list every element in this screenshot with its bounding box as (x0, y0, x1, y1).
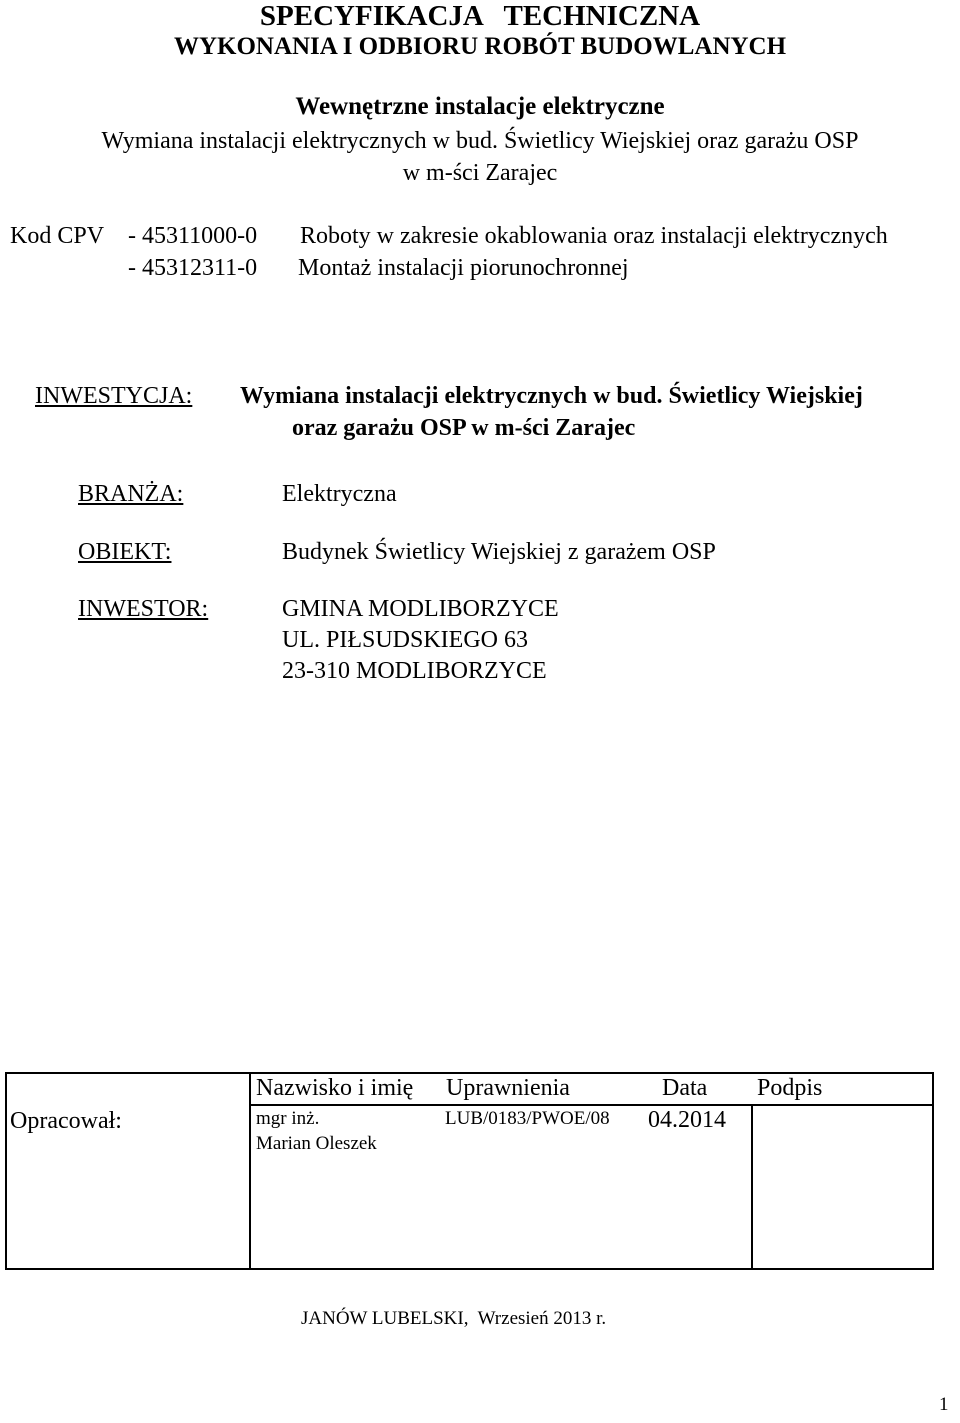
cpv-desc-1: Roboty w zakresie okablowania oraz instalacji elektrycznych (300, 223, 888, 249)
place-date: JANÓW LUBELSKI, Wrzesień 2013 r. (301, 1308, 607, 1329)
document-title: SPECYFIKACJA TECHNICZNA (259, 0, 701, 32)
branza-value: Elektryczna (282, 481, 397, 507)
inwestycja-value-line-2: oraz garażu OSP w m-ści Zarajec (292, 415, 636, 441)
date-value: 04.2014 (648, 1107, 726, 1133)
header-nazwisko: Nazwisko i imię (256, 1075, 414, 1101)
page-number: 1 (939, 1394, 949, 1415)
description-line-1: Wymiana instalacji elektrycznych w bud. Świetlicy Wiejskiej oraz garażu OSP (101, 128, 859, 154)
opracowal-label: Opracował: (10, 1108, 122, 1134)
inwestor-line-1: GMINA MODLIBORZYCE (282, 596, 559, 622)
cpv-label: Kod CPV (10, 223, 105, 249)
permissions-number: LUB/0183/PWOE/08 (445, 1108, 610, 1129)
cpv-code-2: - 45312311-0 (128, 255, 258, 281)
table-divider-horizontal (249, 1104, 934, 1106)
header-uprawnienia: Uprawnienia (446, 1075, 570, 1101)
name-full: Marian Oleszek (256, 1133, 377, 1154)
section-title: Wewnętrzne instalacje elektryczne (295, 93, 665, 120)
table-divider-vertical (249, 1072, 251, 1270)
inwestor-label: INWESTOR: (78, 596, 209, 622)
cpv-desc-2: Montaż instalacji piorunochronnej (298, 255, 629, 281)
header-data: Data (662, 1075, 708, 1101)
header-podpis: Podpis (757, 1075, 823, 1101)
table-divider-podpis (751, 1104, 753, 1270)
description-line-2: w m-ści Zarajec (402, 160, 558, 186)
inwestycja-label: INWESTYCJA: (35, 383, 193, 409)
name-title: mgr inż. (256, 1108, 320, 1129)
obiekt-label: OBIEKT: (78, 539, 172, 565)
cpv-code-1: - 45311000-0 (128, 223, 258, 249)
inwestor-line-3: 23-310 MODLIBORZYCE (282, 658, 547, 684)
inwestycja-value-line-1: Wymiana instalacji elektrycznych w bud. Świetlicy Wiejskiej (240, 383, 863, 409)
branza-label: BRANŻA: (78, 481, 184, 507)
obiekt-value: Budynek Świetlicy Wiejskiej z garażem OSP (282, 539, 716, 565)
document-subtitle: WYKONANIA I ODBIORU ROBÓT BUDOWLANYCH (173, 33, 787, 60)
inwestor-line-2: UL. PIŁSUDSKIEGO 63 (282, 627, 528, 653)
